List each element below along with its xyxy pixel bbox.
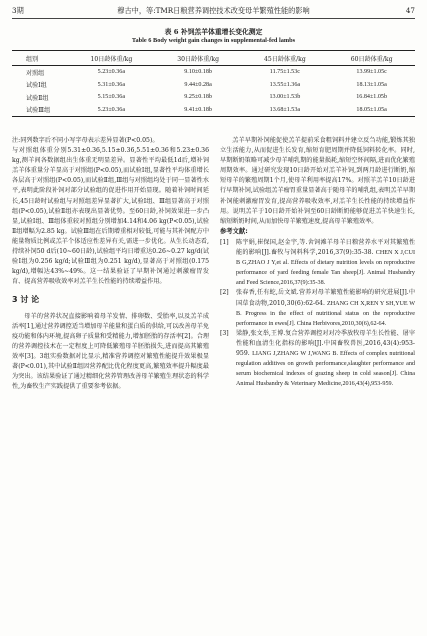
reference-text <box>236 288 415 328</box>
reference-number: [2] <box>220 289 229 297</box>
table-cell: 9.44±0.28a <box>184 81 212 88</box>
running-header <box>12 6 415 18</box>
reference-item <box>220 238 415 288</box>
table-row <box>12 91 415 104</box>
reference-cn: 陈宇娟,崔保国,赵金宇,等.舍饲滩羊母羊日粮营养水平对其繁殖性能的影响[J].畜牧与饲料科学,2016,37(9):35-38. <box>236 238 415 257</box>
left-column <box>12 136 209 392</box>
table-caption-cn: 表 6 补饲羔羊体重增长变化测定 <box>164 28 263 36</box>
right-column <box>220 136 415 389</box>
table-header-cell: 组别 <box>26 55 39 63</box>
table-cell: 5.23±0.36a <box>97 106 126 113</box>
table-cell: 13.99±1.05c <box>356 69 387 76</box>
table-row <box>12 66 415 79</box>
discussion-paragraph: 母羊的营养状况直接影响着母羊发情、排卵数、受胎率,以及羔羊成活率[1],通过营养调控适当增加母羊能量和蛋白质的供给,可以改善母羊免疫功能和体内环境,提高卵子质量和受精能力,增加胚胎的存活率[2]。合理的营养调控技术在一定程度上可降低繁殖母羊胚胎损失,进而提高其繁殖效率[3]。3组实验数据对比显示,精准营养调控对繁殖性能提升效果极显著(P<0.01),其中试验Ⅱ组因营养配比优化程度更高,繁殖效率提升幅度最为突出。该结果验证了通过精细化营养管理改善母羊繁殖生理状态的科学性,为畜牧生产实践提供了重要参考依据。 <box>12 312 209 391</box>
references-heading: 参考文献: <box>220 227 248 235</box>
reference-en: CHEN X J,CUI B G,ZHAO J Y,et al. Effects of dietary nutrition levels on reproductive performance of yard feeding female Tan sheep[J]. Animal Husbandry and Feed Science,2016,37(9):35-38. <box>236 250 415 287</box>
reference-number: [1] <box>220 238 229 246</box>
table-cell: 9.10±0.18b <box>184 69 212 76</box>
table-cell: 18.13±1.05a <box>356 81 387 88</box>
table-cell: 18.05±1.05a <box>356 106 387 113</box>
table-cell: 16.84±1.05b <box>356 94 388 101</box>
reference-text <box>236 329 415 390</box>
table-cell: 试验Ⅰ组 <box>26 82 47 90</box>
table-cell: 9.25±0.18b <box>184 94 212 101</box>
table-cell: 试验Ⅱ组 <box>26 94 49 102</box>
table-cell: 5.31±0.36a <box>97 81 126 88</box>
body-paragraph: 羔羊早期补饲能促使羔羊提前采食粗饲料并建立反刍功能,锻炼其独立生活能力,从而促进生长发育,缩短育肥周期并降低饲料转化率。同时,早期断奶策略可减少母羊哺乳期的能量损耗,缩短空怀间隔,进而优化繁殖周期效率。通过研究发现10日龄开始对羔羊补饲,到两月龄进行断奶,缩短母羊的繁殖周期1个月,使母羊利用率提高17%。对照羊羔羊10日龄进行早期补饲,试验组羔羊瘤胃重量显著高于随母羊的哺乳组,表明羔羊早期补饲能刺激瘤胃发育,提高营养吸收效率,对羔羊生长性能的持续增益作用。说明羔羊于10日龄开始补饲至60日龄断奶能够促进羔羊快速生长,缩短断奶时间,从而加快母羊繁殖速度,提高母羊繁殖效率。 <box>220 137 415 225</box>
table-header-cell: 10日龄体重/kg <box>90 55 133 63</box>
weight-table <box>12 50 415 117</box>
issue-number: 3期 <box>12 6 24 15</box>
table-cell: 9.41±0.18b <box>184 106 212 113</box>
section-heading: 3 讨 论 <box>12 295 40 305</box>
table-cell: 13.00±1.53b <box>269 94 301 101</box>
reference-item <box>220 288 415 328</box>
header-rule <box>12 18 415 19</box>
table-cell: 对照组 <box>26 69 45 77</box>
reference-text <box>236 238 415 288</box>
table-row <box>12 104 415 117</box>
reference-item <box>220 329 415 390</box>
table-note: 注:同列数字后不同小写字母表示差异显著(P<0.05)。 <box>12 137 159 144</box>
table-header-cell: 60日龄体重/kg <box>350 55 393 63</box>
reference-cn: 张春香,任有蛇,岳文斌.营养对母羊繁殖性能影响的研究进展[J].中国草食动物,2010,30(6):62-64. <box>236 289 415 307</box>
table-header-cell: 45日龄体重/kg <box>263 55 306 63</box>
table-header-row <box>12 51 415 65</box>
table-header-cell: 30日龄体重/kg <box>177 55 220 63</box>
table-bottom-rule <box>12 116 415 117</box>
table-cell: 试验Ⅲ组 <box>26 107 51 115</box>
reference-number: [3] <box>220 329 229 337</box>
reference-en: LIANG J,ZHANG W J,WANG B. Effects of complex nutritional regulation additives on growth performance,slaughter performance and serum biochemical indexes of grazing sheep in cold season[J]. China Animal Husbandry & Veterinary Medicine,2016,43(4),953-959. <box>236 350 415 388</box>
table-cell: 5.23±0.36a <box>97 69 126 76</box>
table-row <box>12 79 415 92</box>
running-title: 穆古中，等:TMR日粮营养调控技术改变母羊繁殖性能的影响 <box>117 6 310 15</box>
reference-en: ZHANG CH X,REN Y SH,YUE W B. Progress in the effect of nutritional status on the reproductive performance in ewes[J]. China Herbivores,2010,30(6),62-64. <box>236 300 415 327</box>
table-cell: 13.55±1.36a <box>269 81 301 88</box>
page-number: 47 <box>405 6 415 15</box>
table-cell: 5.15±0.36a <box>97 94 126 101</box>
table-cell: 11.75±1.53c <box>269 69 300 76</box>
table-cell: 13.68±1.53a <box>269 106 301 113</box>
table-caption-en: Table 6 Body weight gain changes in supplemental-fed lambs <box>131 37 296 44</box>
results-paragraph: 与对照组体重分别5.31±0.36,5.15±0.36,5.51±0.36和5.23±0.36 kg,测羊间各数据组出生体重无明显差异。显著性平均最低1d后,增补饲羔羊体重量分羊显高于对照组(P<0.05),而试验Ⅰ组,显著性平均体重增长各层高于对照组(P<0.05),而试验Ⅱ组,Ⅲ组与对照组均处于同一显著性水平,表明此阶段补饲对部分试验组的促进作用开始显现。随着补饲时间延长,45日龄时试验组与对照组差异显著扩大,试验Ⅰ组、Ⅲ组显著高于对照组(P<0.05),试验Ⅱ组亦表现出显著优势。至60日龄,补饲效果进一步凸显,试验Ⅰ组、Ⅲ组体重较对照组分别增加4.14和4.06 kg(P<0.05),试验Ⅱ组增幅为2.85 kg。试验Ⅲ组在后期增重相对较低,可能与其补饲配方中能量物质比例或羔羊个体适应性差异有关,需进一步优化。从生长动态看,持续补饲50 d后(10~60日龄),试验组平均日增重达0.26~0.27 kg/d(试验Ⅰ组为0.256 kg/d;试验Ⅲ组为0.251 kg/d),显著高于对照组(0.175 kg/d),增幅达43%~49%。这一结果验证了早期补饲通过刺激瘤胃发育、提高营养吸收效率对羔羊生长性能的持续增益作用。 <box>12 147 209 286</box>
reference-cn: 梁静,张文举,王博.复合营养调控对对冷季放牧母羊生长性能、屠宰性能和血清生化指标的影响[J].中国畜牧兽医,2016,43(4):953-959. <box>236 329 415 357</box>
